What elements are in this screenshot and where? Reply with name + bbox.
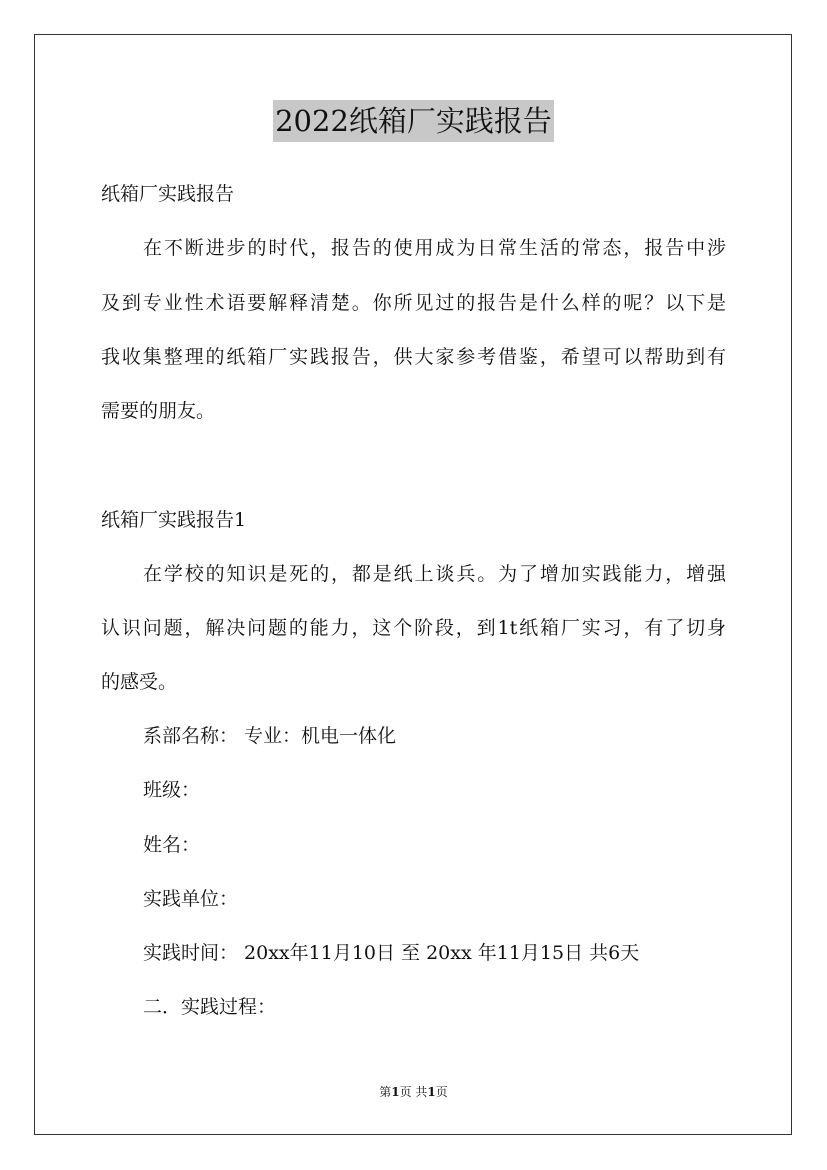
field-time: 实践时间： 20xx年11月10日 至 20xx 年11月15日 共6天 [143,942,640,964]
intro-line-2: 及到专业性术语要解释清楚。你所见过的报告是什么样的呢？以下是 [101,292,726,314]
footer-page-mid: 页 共 [399,1085,428,1099]
intro-line-3: 我收集整理的纸箱厂实践报告，供大家参考借鉴，希望可以帮助到有 [101,346,726,368]
footer-page-number: 1 [391,1085,400,1099]
footer-page-prefix: 第 [379,1085,392,1099]
field-department: 系部名称： 专业：机电一体化 [143,725,397,747]
intro-line-1: 在不断进步的时代，报告的使用成为日常生活的常态，报告中涉 [143,237,726,259]
field-process: 二．实践过程： [143,996,277,1018]
page-footer [0,1084,827,1100]
section1-line-3: 的感受。 [101,671,178,693]
title-container [0,100,827,142]
field-unit: 实践单位： [143,888,239,910]
section1-line-1: 在学校的知识是死的，都是纸上谈兵。为了增加实践能力，增强 [143,563,726,585]
section1-heading: 纸箱厂实践报告1 [101,509,247,531]
document-subtitle: 纸箱厂实践报告 [101,183,235,205]
field-class: 班级： [143,779,201,801]
footer-page-total: 1 [427,1085,436,1099]
section1-line-2: 认识问题，解决问题的能力，这个阶段，到1t纸箱厂实习，有了切身 [101,617,726,639]
document-title: 2022纸箱厂实践报告 [273,100,554,142]
footer-page-suffix: 页 [435,1085,448,1099]
field-name: 姓名： [143,834,201,856]
intro-line-4: 需要的朋友。 [101,400,216,422]
